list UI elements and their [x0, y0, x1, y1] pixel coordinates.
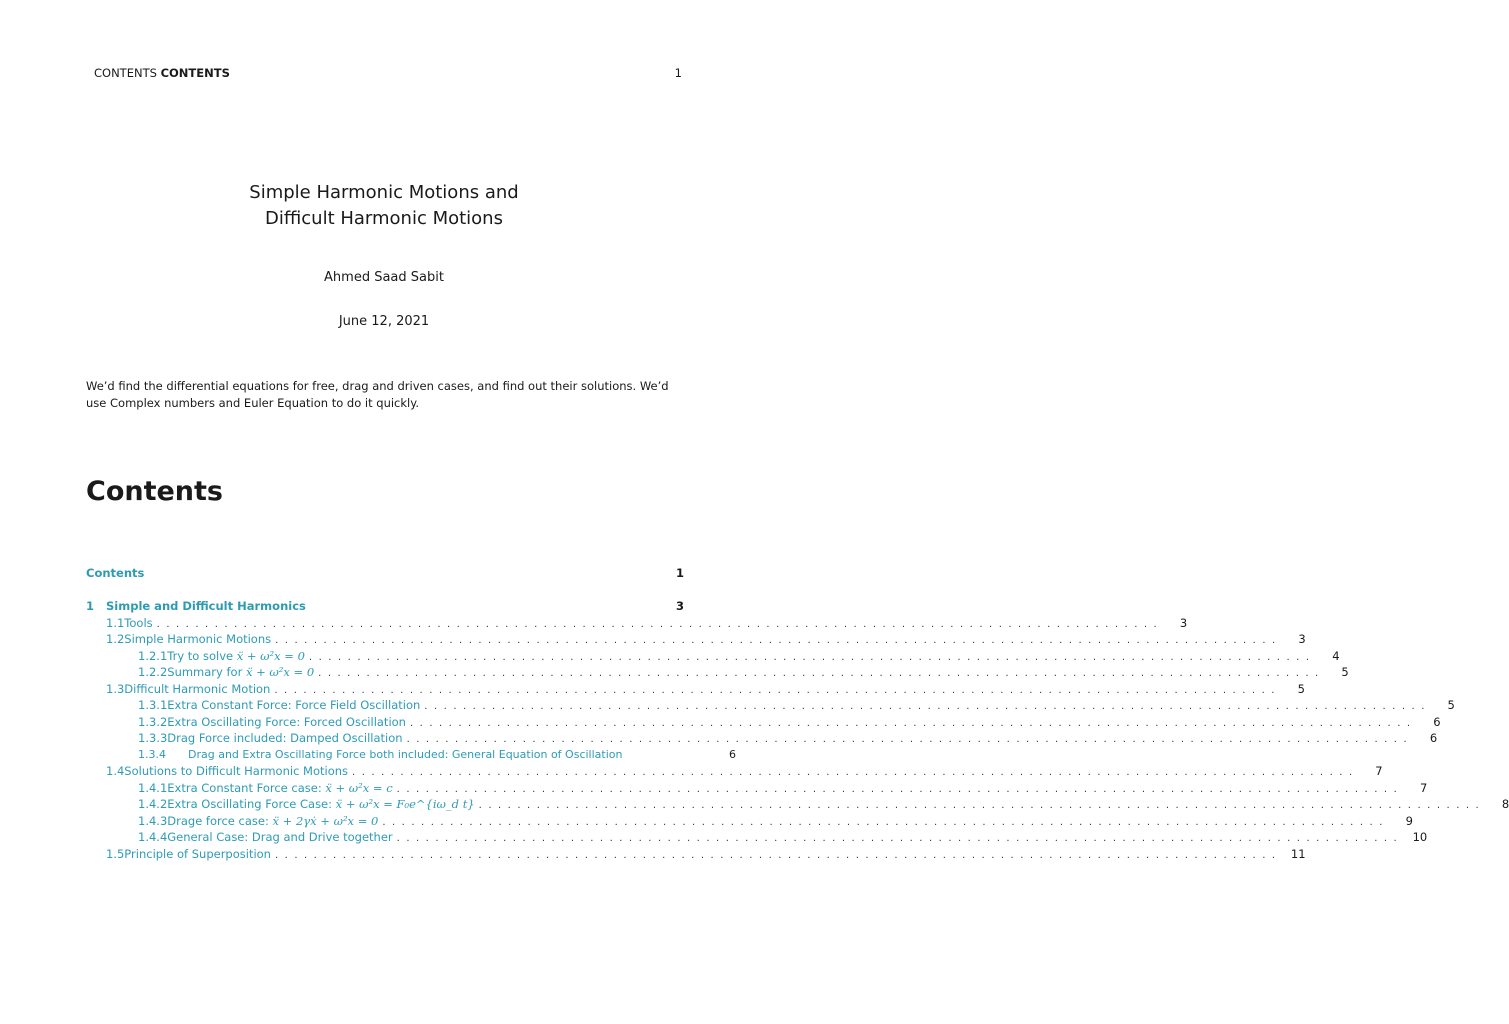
- title-line-2: Difficult Harmonic Motions: [265, 208, 503, 229]
- toc-leader: ........................................................................................................: [406, 734, 1414, 745]
- toc-number: 1.5: [106, 847, 125, 861]
- toc-label[interactable]: Principle of Superposition: [124, 847, 271, 861]
- toc-label-text: Drage force case:: [167, 814, 269, 828]
- toc-number: 1.4.1: [138, 781, 168, 795]
- toc-page: 3: [1179, 616, 1188, 630]
- toc-page: 6: [729, 748, 736, 761]
- toc-number: 1.3: [106, 682, 125, 696]
- toc-math: ẍ + ω²x = 0: [236, 649, 305, 663]
- toc-leader: ........................................................................................................: [274, 685, 1281, 696]
- toc-number: 1.4: [106, 764, 125, 778]
- toc-leader: ........................................................................................................: [424, 701, 1431, 712]
- author: Ahmed Saad Sabit: [324, 270, 444, 285]
- toc-entry-1-3-2[interactable]: [86, 715, 1441, 731]
- toc-entry-1-5[interactable]: [86, 847, 1306, 863]
- toc-leader: ........................................................................................................: [308, 652, 1316, 663]
- toc-number: 1.3.3: [138, 731, 168, 745]
- toc-leader: ........................................................................................................: [274, 850, 1282, 861]
- toc-leader: ........................................................................................................: [275, 635, 1282, 646]
- toc-label[interactable]: Simple Harmonic Motions: [124, 632, 272, 646]
- toc-label[interactable]: [167, 814, 378, 828]
- header-section-bold: CONTENTS: [160, 66, 230, 80]
- toc-page: 5: [1447, 698, 1455, 712]
- toc-leader: ........................................................................................................: [409, 718, 1417, 729]
- toc-number: 1.4.2: [138, 797, 168, 811]
- toc-page: 7: [1419, 781, 1428, 795]
- title-line-1: Simple Harmonic Motions and: [249, 182, 519, 203]
- toc-entry-1-4-4[interactable]: [86, 830, 1428, 846]
- toc-label[interactable]: Solutions to Difficult Harmonic Motions: [124, 764, 349, 778]
- toc-entry-1-3[interactable]: [86, 682, 1305, 698]
- toc-entry-1-4-2[interactable]: [86, 797, 1509, 813]
- toc-leader: ........................................................................................................: [478, 800, 1486, 811]
- toc-label[interactable]: Drag and Extra Oscillating Force both included: General Equation of Oscillation: [188, 748, 623, 761]
- toc-label[interactable]: Simple and Difficult Harmonics: [106, 599, 306, 613]
- toc-page: 10: [1412, 830, 1428, 844]
- toc-entry-1-2[interactable]: [86, 632, 1306, 648]
- toc-leader: ........................................................................................................: [352, 767, 1359, 778]
- toc-number: 1.1: [106, 616, 125, 630]
- toc-leader: ........................................................................................................: [318, 668, 1325, 679]
- toc-number: 1.4.4: [138, 830, 168, 844]
- abstract: We’d find the differential equations for free, drag and driven cases, and find out their solutions. We’d use Complex numbers and Euler Equation to do it quickly.: [86, 379, 669, 410]
- toc-entry-1-4-3[interactable]: [86, 814, 1413, 830]
- toc-label[interactable]: Contents: [86, 566, 145, 580]
- toc-page: 6: [1429, 731, 1438, 745]
- toc-math: ẍ + ω²x = c: [325, 781, 393, 795]
- toc-math: ẍ + ω²x = F₀e^{iω_d t}: [335, 797, 475, 811]
- toc-number: 1.2.1: [138, 649, 168, 663]
- page-number: 1: [674, 66, 682, 80]
- toc-entry-1-3-4[interactable]: [86, 748, 736, 764]
- toc-entry-1-4-1[interactable]: [86, 781, 1428, 797]
- document-title: [0, 180, 768, 232]
- toc-entry-1-3-3[interactable]: [86, 731, 1438, 747]
- toc-label[interactable]: Difficult Harmonic Motion: [124, 682, 271, 696]
- toc-leader: ........................................................................................................: [396, 833, 1404, 844]
- toc-label-text: Try to solve: [167, 649, 234, 663]
- toc-label[interactable]: [167, 781, 392, 795]
- toc-page: 1: [675, 566, 684, 580]
- toc-label[interactable]: Tools: [124, 616, 153, 630]
- toc-label-text: Summary for: [167, 665, 243, 679]
- toc-label-text: Extra Constant Force case:: [167, 781, 322, 795]
- toc-math: ẍ + ω²x = 0: [245, 665, 315, 679]
- toc-page: 3: [1298, 632, 1306, 646]
- toc-number: 1.3.1: [138, 698, 168, 712]
- toc-page: 9: [1405, 814, 1413, 828]
- toc-page: 8: [1501, 797, 1509, 811]
- toc-leader: ........................................................................................................: [156, 619, 1164, 630]
- toc-number: 1.3.4: [138, 748, 166, 761]
- toc-leader: ........................................................................................................: [382, 817, 1389, 828]
- toc-entry-1-3-1[interactable]: [86, 698, 1455, 714]
- date: June 12, 2021: [338, 314, 430, 329]
- running-header: [94, 66, 682, 80]
- toc-label[interactable]: Drag Force included: Damped Oscillation: [167, 731, 403, 745]
- toc-number: 1.4.3: [138, 814, 168, 828]
- toc-label[interactable]: [167, 649, 305, 663]
- toc-label[interactable]: General Case: Drag and Drive together: [167, 830, 393, 844]
- toc-entry-chapter-1[interactable]: [86, 599, 684, 615]
- toc-label[interactable]: [167, 797, 474, 811]
- toc-page: 5: [1341, 665, 1349, 679]
- toc-entry-contents[interactable]: [86, 566, 684, 582]
- toc-number: 1.3.2: [138, 715, 168, 729]
- toc-number: 1: [86, 599, 95, 613]
- toc-math: ẍ + 2γẋ + ω²x = 0: [272, 814, 379, 828]
- toc-leader: ........................................................................................................: [396, 784, 1404, 795]
- toc-label[interactable]: Extra Oscillating Force: Forced Oscillation: [167, 715, 406, 729]
- contents-heading: Contents: [86, 476, 224, 507]
- header-section: CONTENTS: [94, 66, 157, 80]
- toc-page: 5: [1297, 682, 1305, 696]
- toc-entry-1-2-1[interactable]: [86, 649, 1340, 665]
- toc-page: 3: [675, 599, 684, 613]
- toc-entry-1-4[interactable]: [86, 764, 1383, 780]
- toc-entry-1-2-2[interactable]: [86, 665, 1349, 681]
- toc-page: 7: [1375, 764, 1383, 778]
- toc-number: 1.2: [106, 632, 125, 646]
- toc-entry-1-1[interactable]: [86, 616, 1188, 632]
- toc-number: 1.2.2: [138, 665, 168, 679]
- toc-page: 6: [1433, 715, 1441, 729]
- header-left: [94, 66, 230, 80]
- toc-label-text: Extra Oscillating Force Case:: [167, 797, 333, 811]
- toc-page: 4: [1332, 649, 1340, 663]
- toc-page: 11: [1290, 847, 1306, 861]
- toc-label[interactable]: [167, 665, 314, 679]
- toc-label[interactable]: Extra Constant Force: Force Field Oscillation: [167, 698, 421, 712]
